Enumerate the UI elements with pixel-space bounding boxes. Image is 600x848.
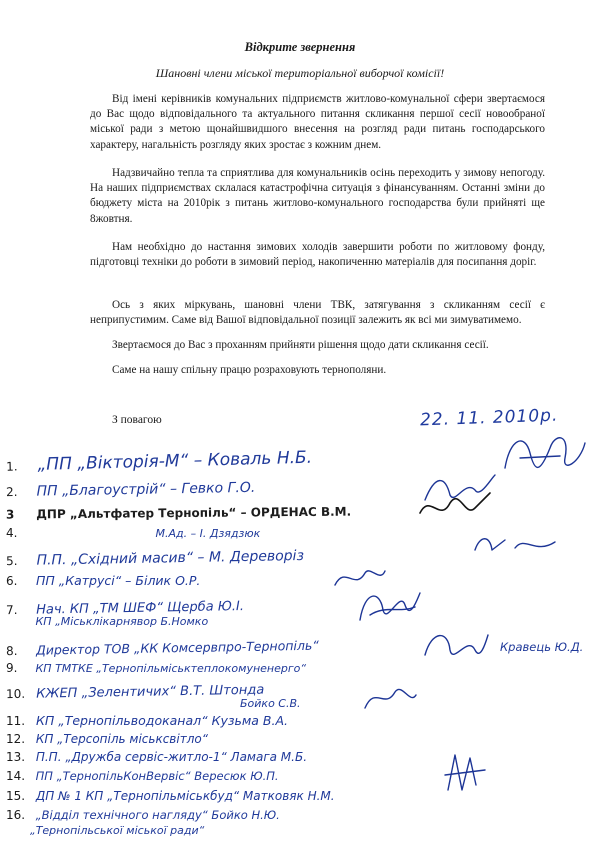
signatory-line-4 <box>6 526 596 540</box>
signatory-text: ДПР „Альтфатер Тернопіль“ – ОРДЕНАС В.М. <box>36 504 352 522</box>
paragraph-4: Ось з яких міркувань, шановні члени ТВК, затягування з скликанням сесії є неприпустимим. Саме від Вашої відповідальної позиції залежить як всі ми зимуватимемо. <box>90 299 545 327</box>
signatory-number: 2. <box>5 484 18 500</box>
signatory-text: КП ТМТКЕ „Тернопільміськтеплокомуненерго“ <box>35 662 307 675</box>
signatory-line-10b <box>240 697 360 710</box>
signatory-line-6 <box>6 573 596 588</box>
signatory-number: 1. <box>5 459 18 474</box>
signatory-number: 3 <box>5 507 15 522</box>
handwritten-date: 22. 11. 2010р. <box>419 405 559 431</box>
paragraph-6: Саме на нашу спільну працю розраховують тернополяни. <box>112 364 387 376</box>
signatory-text: „ПП „Вікторія-М“ – Коваль Н.Б. <box>37 447 313 475</box>
signatory-text: М.Ад. – І. Дзядзюк <box>155 527 261 540</box>
signatory-text: КП „Терсопіль міськсвітло“ <box>35 732 208 746</box>
signatory-line-13 <box>6 750 596 764</box>
signatory-line-8b <box>500 640 600 654</box>
signatory-number: 9. <box>6 661 18 675</box>
signatory-text: Директор ТОВ „КК Комсервпро-Тернопіль“ <box>35 637 319 658</box>
signatory-line-2 <box>6 474 596 500</box>
signatory-number: 10. <box>5 686 26 702</box>
signatory-text: КЖЕП „Зелентичих“ В.Т. Штонда <box>36 682 265 702</box>
signatory-line-11 <box>6 713 596 728</box>
signatory-number: 7. <box>5 602 18 618</box>
signatory-text: ДП № 1 КП „Тернопільміськбуд“ Матковяк Н.М. <box>35 789 335 803</box>
signatory-text: Нач. КП „ТМ ШЕФ“ Щерба Ю.І. <box>36 598 245 618</box>
signatory-number: 15. <box>6 789 26 803</box>
signatory-number: 6. <box>6 574 18 588</box>
paragraph-1: Від імені керівників комунальних підприємств житлово-комунальної сфери звертаємося до Вас щодо відповідального та актуального питання скликання першої сесії новообраної міської ради з метою щонайшвидшого внесення на розгляд ради питань господарського характеру, нагальність розгляду яких зростає з кожним днем. <box>90 93 545 151</box>
signatory-line-16b <box>30 824 600 837</box>
signatory-text: ПП „ТернопільКонВервіс“ Вересюк Ю.П. <box>35 769 279 783</box>
signatory-line-16 <box>6 808 596 822</box>
signatory-line-14 <box>6 769 596 783</box>
paragraph-2: Надзвичайно тепла та сприятлива для комунальників осінь переходить у зимову непогоду. На наших підприємствах склалася катастрофічна ситуація з фінансуванням. Останні зміни до бюджету міста на 2010рік з питань житлово-комунального господарства були прийняті ще 8жовтня. <box>90 167 545 225</box>
signatory-text: „Відділ технічного нагляду“ Бойко Н.Ю. <box>35 808 280 822</box>
signatory-line-1 <box>6 440 596 475</box>
paragraph-5: Звертаємося до Вас з проханням прийняти рішення щодо дати скликання сесії. <box>112 339 489 351</box>
document-subtitle: Шановні члени міської територіальної виборчої комісії! <box>155 66 445 80</box>
signatory-number: 8. <box>5 643 18 659</box>
signatory-number: 4. <box>6 526 18 540</box>
signatory-line-12 <box>6 732 596 746</box>
signatory-number: 13. <box>6 750 26 764</box>
document-title: Відкрите звернення <box>244 40 356 54</box>
signatory-text: П.П. „Дружба сервіс-житло-1“ Ламага М.Б. <box>35 750 308 764</box>
signatory-line-3 <box>6 502 596 521</box>
signatory-line-5 <box>6 543 596 569</box>
signatory-text: КП „Міськлікарнявор Б.Номко <box>35 615 209 628</box>
closing-regards: З повагою <box>112 414 162 426</box>
signatory-text: КП „Тернопільводоканал“ Кузьма В.А. <box>35 713 288 728</box>
signatory-text: Кравець Ю.Д. <box>500 640 584 654</box>
signatory-text: П.П. „Східний масив“ – М. Дереворіз <box>36 547 305 569</box>
signatory-line-7b <box>6 615 596 628</box>
signatory-number: 16. <box>6 808 26 822</box>
signatory-text: ПП „Благоустрій“ – Гевко Г.О. <box>36 479 256 500</box>
paragraph-3: Нам необхідно до настання зимових холодів завершити роботи по житловому фонду, підготовці техніки до роботи в зимовий період, накопиченню матеріалів для посипання доріг. <box>90 241 545 269</box>
signatory-line-9 <box>6 661 596 675</box>
signatory-number: 11. <box>6 714 26 728</box>
signatory-line-15 <box>6 789 596 803</box>
signatory-text: Бойко С.В. <box>240 697 301 710</box>
signatory-text: „Тернопільської міської ради“ <box>30 824 205 837</box>
signatory-number: 14. <box>6 769 26 783</box>
signatory-number: 12. <box>6 732 26 746</box>
signatory-number: 5. <box>5 553 18 569</box>
signatory-text: ПП „Катрусі“ – Білик О.Р. <box>35 573 201 588</box>
